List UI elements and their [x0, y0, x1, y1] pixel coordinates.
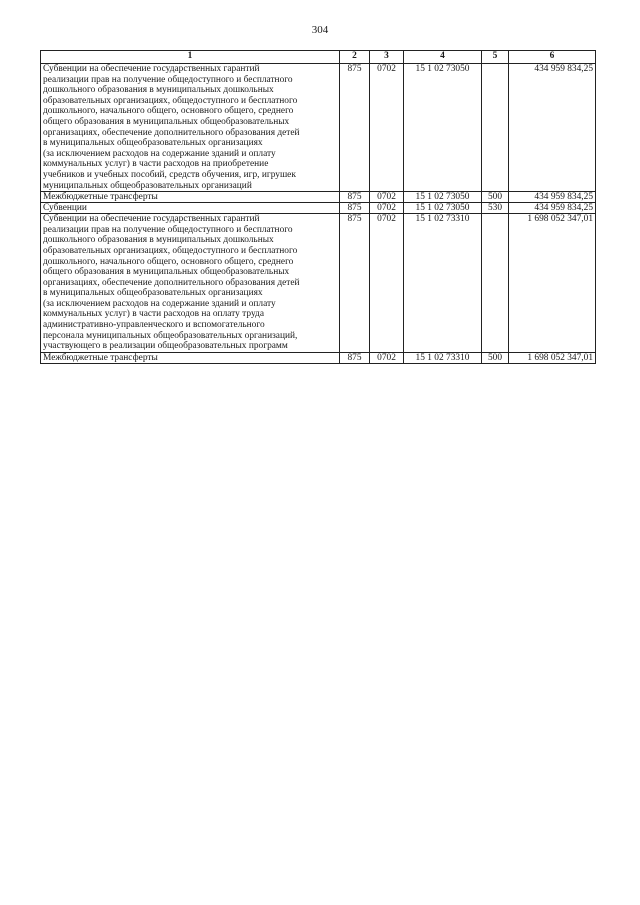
row-section: 0702: [370, 64, 404, 192]
row-vr: 530: [482, 203, 509, 214]
row-section: 0702: [370, 352, 404, 363]
row-amount: 1 698 052 347,01: [509, 214, 596, 353]
row-vr: 500: [482, 352, 509, 363]
column-header-2: 2: [340, 51, 370, 64]
table-row: [41, 352, 596, 363]
row-target: 15 1 02 73310: [404, 352, 482, 363]
column-header-1: 1: [41, 51, 340, 64]
row-target: 15 1 02 73050: [404, 192, 482, 203]
row-name: Субвенции: [41, 203, 340, 214]
row-grbs: 875: [340, 214, 370, 353]
row-amount: 434 959 834,25: [509, 64, 596, 192]
row-section: 0702: [370, 203, 404, 214]
row-amount: 1 698 052 347,01: [509, 352, 596, 363]
row-target: 15 1 02 73050: [404, 64, 482, 192]
row-section: 0702: [370, 192, 404, 203]
column-header-6: 6: [509, 51, 596, 64]
page-number: 304: [311, 24, 329, 36]
table-header-row: [41, 51, 596, 64]
row-grbs: 875: [340, 64, 370, 192]
row-name: Субвенции на обеспечение государственных гарантий реализации прав на получение общедоступного и бесплатного дошкольного образования в муниципальных дошкольных образовательных организациях, общедоступного и бесплатного дошкольного, начального общего, основного общего, среднего общего образования в муниципальных общеобразовательных организациях, обеспечение дополнительного образования детей в муниципальных общеобразовательных организациях (за исключением расходов на содержание зданий и оплату коммунальных услуг) в части расходов на приобретение учебников и учебных пособий, средств обучения, игр, игрушек муниципальных общеобразовательных организаций: [41, 64, 340, 192]
row-amount: 434 959 834,25: [509, 203, 596, 214]
table-row: [41, 214, 596, 353]
row-section: 0702: [370, 214, 404, 353]
row-name: Межбюджетные трансферты: [41, 192, 340, 203]
row-amount: 434 959 834,25: [509, 192, 596, 203]
row-target: 15 1 02 73310: [404, 214, 482, 353]
table-row: [41, 192, 596, 203]
budget-table: [40, 50, 596, 364]
row-grbs: 875: [340, 203, 370, 214]
table-row: [41, 64, 596, 192]
row-grbs: 875: [340, 352, 370, 363]
row-grbs: 875: [340, 192, 370, 203]
column-header-4: 4: [404, 51, 482, 64]
row-vr: 500: [482, 192, 509, 203]
table-row: [41, 203, 596, 214]
row-name: Межбюджетные трансферты: [41, 352, 340, 363]
row-target: 15 1 02 73050: [404, 203, 482, 214]
row-vr: [482, 214, 509, 353]
column-header-5: 5: [482, 51, 509, 64]
column-header-3: 3: [370, 51, 404, 64]
row-name: Субвенции на обеспечение государственных гарантий реализации прав на получение общедоступного и бесплатного дошкольного образования в муниципальных дошкольных образовательных организациях, общедоступного и бесплатного дошкольного, начального общего, основного общего, среднего общего образования в муниципальных общеобразовательных организациях, обеспечение дополнительного образования детей в муниципальных общеобразовательных организациях (за исключением расходов на содержание зданий и оплату коммунальных услуг) в части расходов на оплату труда административно-управленческого и вспомогательного персонала муниципальных общеобразовательных организаций, участвующего в реализации общеобразовательных программ: [41, 214, 340, 353]
row-vr: [482, 64, 509, 192]
